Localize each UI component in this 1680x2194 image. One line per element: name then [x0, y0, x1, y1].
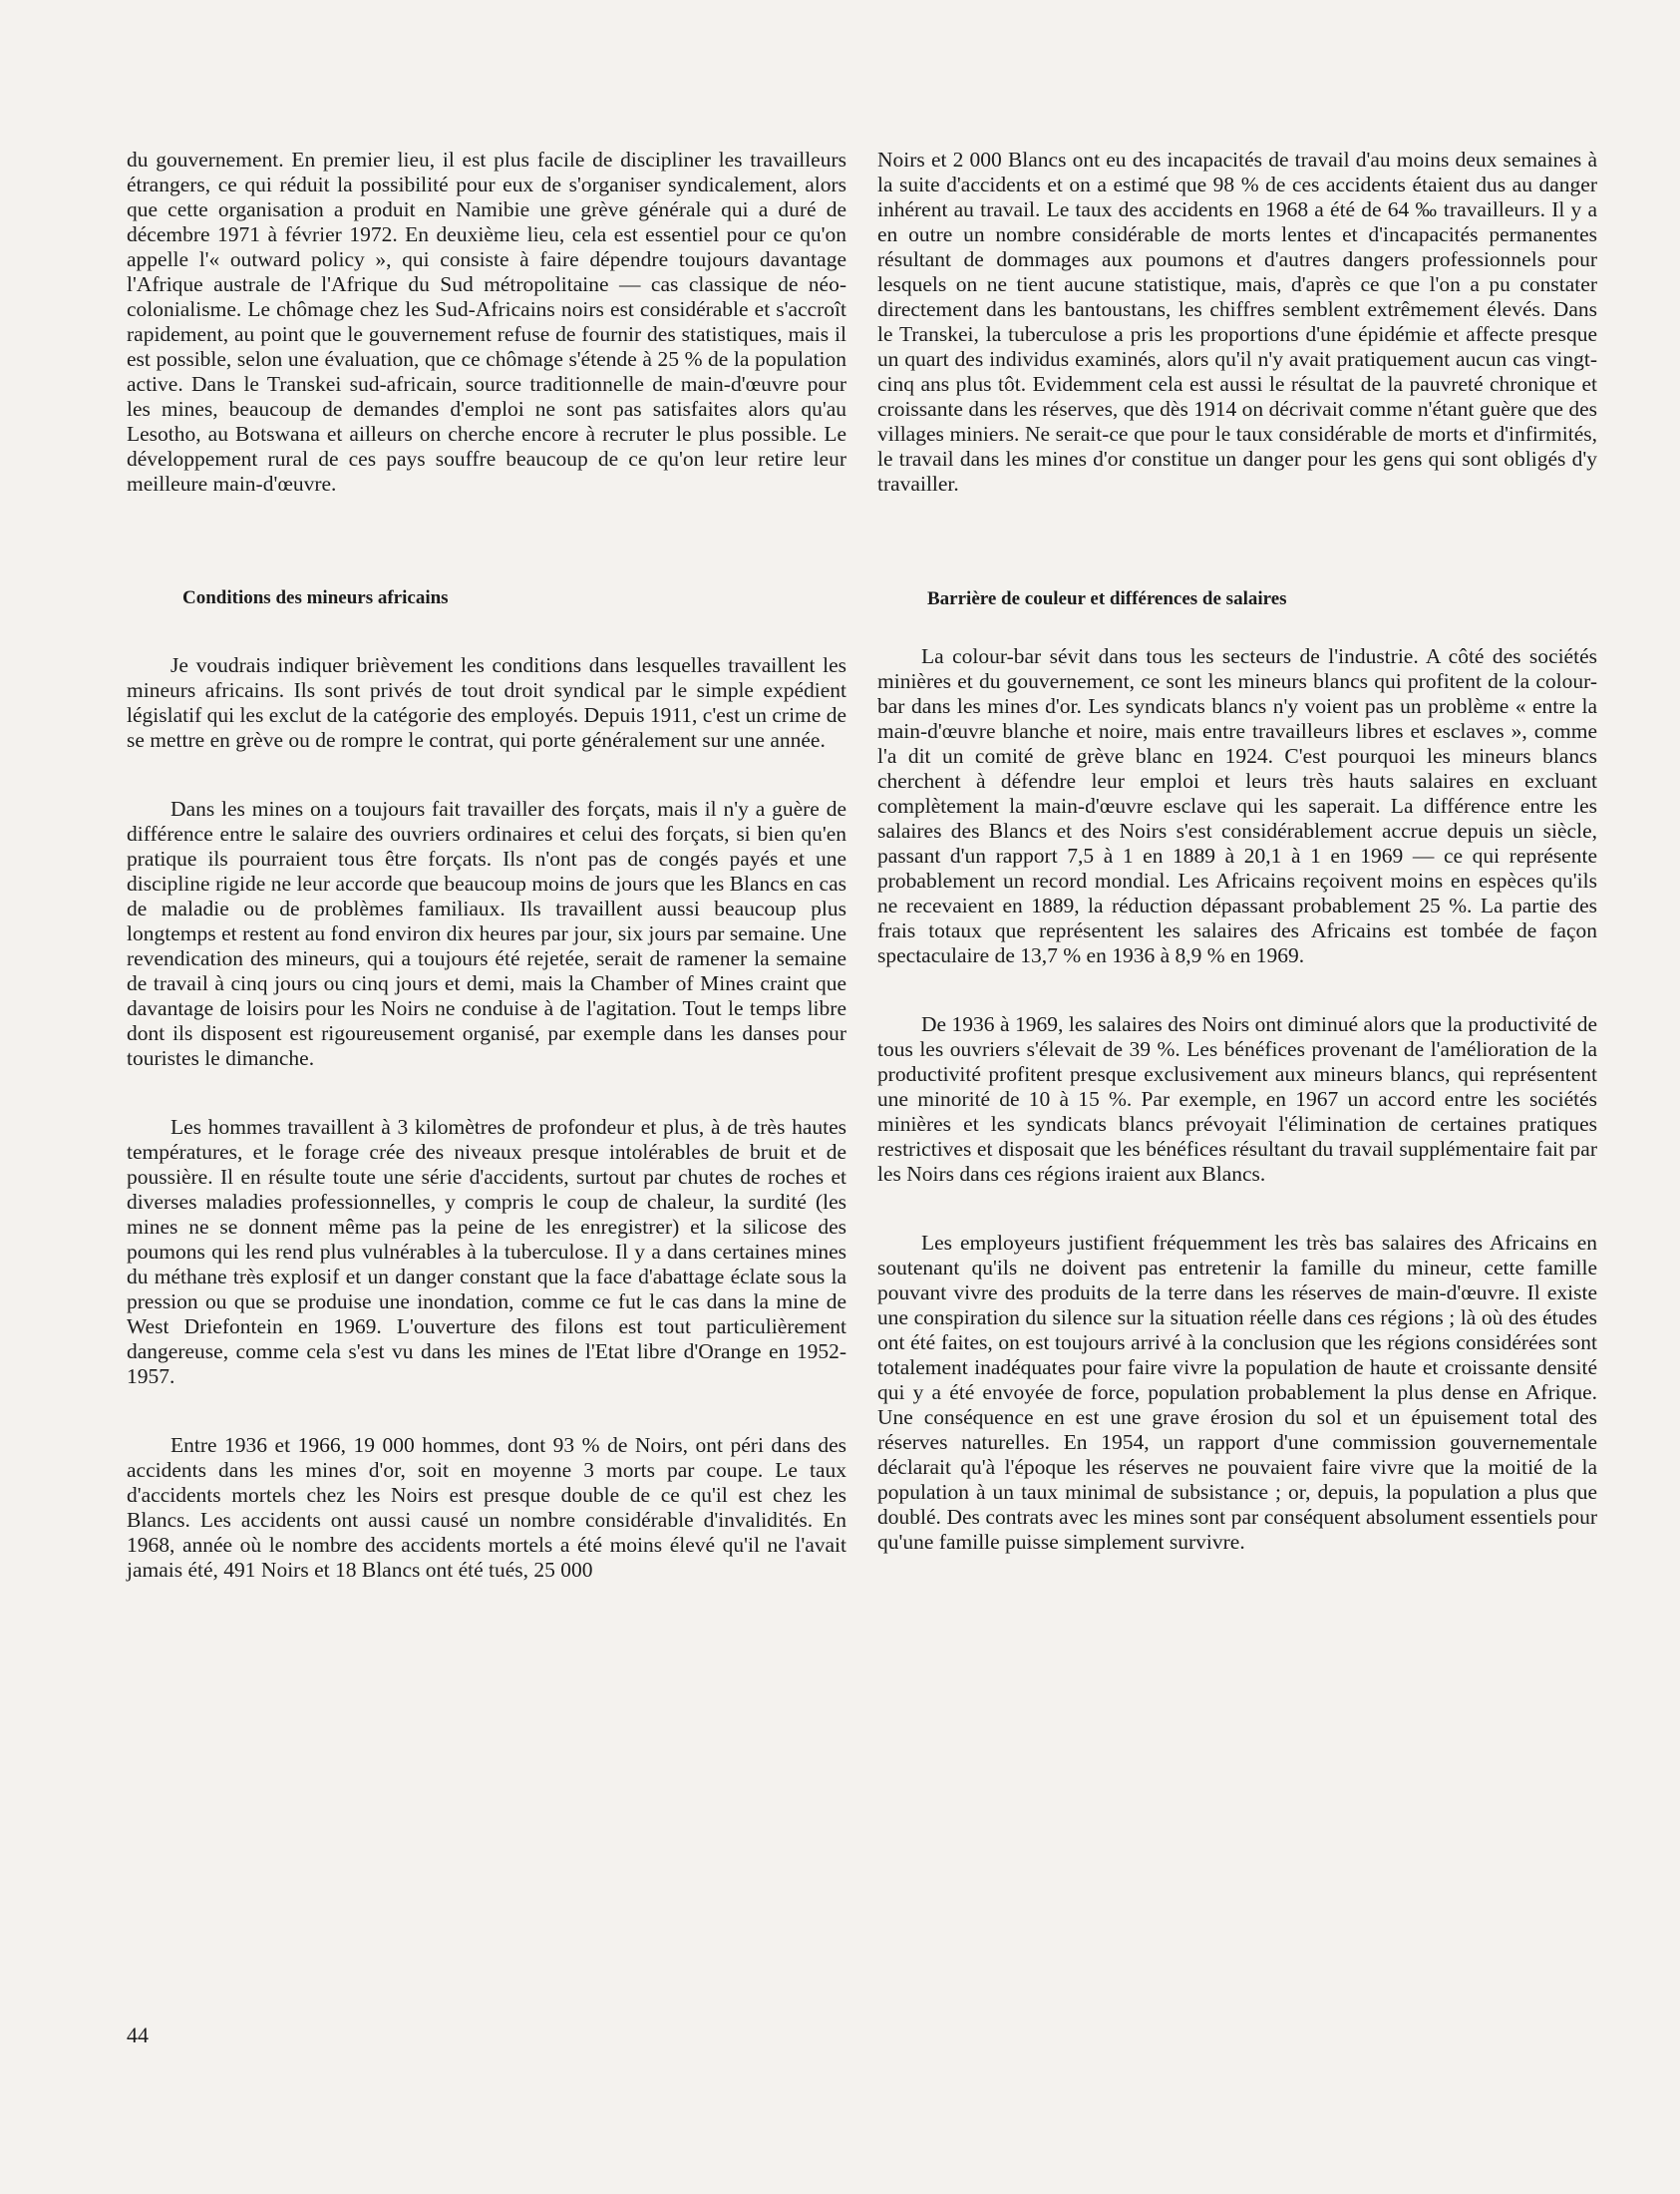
- right-column: [877, 148, 1597, 1555]
- paragraph-accidents: Les hommes travaillent à 3 kilomètres de profondeur et plus, à de très hautes températures, et le forage crée des niveaux presque intolérables de bruit et de poussière. Il en résulte toute une série d'accidents, surtout par chutes de roches et diverses maladies professionnelles, y compris le coup de chaleur, la surdité (les mines ne se donnent même pas la peine de les enregistrer) et la silicose des poumons qui les rend plus vulnérables à la tuberculose. Il y a dans certaines mines du méthane très explosif et un danger constant que la face d'abattage éclate sous la pression ou que se produise une inondation, comme ce fut le cas dans la mine de West Driefontein en 1969. L'ouverture des filons est tout particulièrement dangereuse, comme cela s'est vu dans les mines de l'Etat libre d'Orange en 1952-1957.: [127, 1115, 846, 1388]
- paragraph-gouvernement: du gouvernement. En premier lieu, il est plus facile de discipliner les travailleurs étrangers, ce qui réduit la possibilité pour eux de s'organiser syndicalement, alors que cette organisation a produit en Namibie une grève générale qui a duré de décembre 1971 à février 1972. En deuxième lieu, cela est essentiel pour ce qu'on appelle l'« outward policy », qui consiste à faire dépendre toujours davantage l'Afrique australe de l'Afrique du Sud métropolitaine — cas classique de néo-colonialisme. Le chômage chez les Sud-Africains noirs est considérable et s'accroît rapidement, au point que le gouvernement refuse de fournir des statistiques, mais il est possible, selon une évaluation, que ce chômage s'étende à 25 % de la population active. Dans le Transkei sud-africain, source traditionnelle de main-d'œuvre pour les mines, beaucoup de demandes d'emploi ne sont pas satisfaites alors qu'au Lesotho, au Botswana et ailleurs on cherche encore à recruter le plus possible. Le développement rural de ces pays souffre beaucoup de ce qu'on leur retire leur meilleure main-d'œuvre.: [127, 148, 846, 496]
- paragraph-conditions: Je voudrais indiquer brièvement les conditions dans lesquelles travaillent les mineurs africains. Ils sont privés de tout droit syndical par le simple expédient législatif qui les exclut de la catégorie des employés. Depuis 1911, c'est un crime de se mettre en grève ou de rompre le contrat, qui porte généralement sur une année.: [127, 653, 846, 752]
- page-number: 44: [127, 2022, 149, 2047]
- paragraph-salaires: Les employeurs justifient fréquemment les très bas salaires des Africains en soutenant qu'ils ne doivent pas entretenir la famille du mineur, cette famille pouvant vivre des produits de la terre dans les réserves de main-d'œuvre. Il existe une conspiration du silence sur la situation réelle dans ces régions ; là où des études ont été faites, on est toujours arrivé à la conclusion que les régions considérées sont totalement inadéquates pour faire vivre la population de haute et croissante densité qui y a été envoyée de force, population probablement la plus dense en Afrique. Une conséquence en est une grave érosion du sol et un épuisement total des réserves naturelles. En 1954, un rapport d'une commission gouvernementale déclarait qu'à l'époque les réserves ne pouvaient faire vivre que la moitié de la population à un taux minimal de subsistance ; or, depuis, la population a plus que doublé. Des contrats avec les mines sont par conséquent absolument essentiels pour qu'une famille puisse simplement survivre.: [877, 1231, 1597, 1554]
- section-heading-barriere: Barrière de couleur et différences de salaires: [927, 588, 1287, 609]
- paragraph-forcats: Dans les mines on a toujours fait travailler des forçats, mais il n'y a guère de différence entre le salaire des ouvriers ordinaires et celui des forçats, si bien qu'en pratique ils pourraient tous être forçats. Ils n'ont pas de congés payés et une discipline rigide ne leur accorde que beaucoup moins de jours que les Blancs en cas de maladie ou de problèmes familiaux. Ils travaillent aussi beaucoup plus longtemps et restent au fond environ dix heures par jour, six jours par semaine. Une revendication des mineurs, qui a toujours été rejetée, serait de ramener la semaine de travail à cinq jours ou cinq jours et demi, mais la Chamber of Mines craint que davantage de loisirs pour les Noirs ne conduise à de l'agitation. Tout le temps libre dont ils disposent est rigoureusement organisé, par exemple dans les danses pour touristes le dimanche.: [127, 797, 846, 1070]
- section-heading-conditions: Conditions des mineurs africains: [182, 587, 449, 608]
- paragraph-colour-bar: La colour-bar sévit dans tous les secteurs de l'industrie. A côté des sociétés minières et du gouvernement, ce sont les mineurs blancs qui profitent de la colour-bar dans les mines d'or. Les syndicats blancs n'y voient pas un problème « entre la main-d'œuvre blanche et noire, mais entre travailleurs libres et esclaves », comme l'a dit un comité de grève blanc en 1924. C'est pourquoi les mineurs blancs cherchent à défendre leur emploi et leurs très hauts salaires en excluant complètement la main-d'œuvre esclave qui les saperait. La différence entre les salaires des Blancs et des Noirs s'est considérablement accrue depuis un siècle, passant d'un rapport 7,5 à 1 en 1889 à 20,1 à 1 en 1969 — ce qui représente probablement un record mondial. Les Africains reçoivent moins en espèces qu'ils ne recevaient en 1889, la réduction dépassant probablement 25 %. La partie des frais totaux que représentent les salaires des Africains est tombée de façon spectaculaire de 13,7 % en 1936 à 8,9 % en 1969.: [877, 644, 1597, 967]
- left-column: [127, 148, 846, 1583]
- paragraph-productivite: De 1936 à 1969, les salaires des Noirs ont diminué alors que la productivité de tous les ouvriers s'élevait de 39 %. Les bénéfices provenant de l'amélioration de la productivité profitent presque exclusivement aux mineurs blancs, qui représentent une minorité de 10 à 15 %. Par exemple, en 1967 un accord entre les sociétés minières et les syndicats blancs prévoyait l'élimination de certaines pratiques restrictives et disposait que les bénéfices résultant du travail supplémentaire fait par les Noirs dans ces régions iraient aux Blancs.: [877, 1012, 1597, 1186]
- paragraph-mortalite: Entre 1936 et 1966, 19 000 hommes, dont 93 % de Noirs, ont péri dans des accidents dans les mines d'or, soit en moyenne 3 morts par coupe. Le taux d'accidents mortels chez les Noirs est presque double de ce qu'il est chez les Blancs. Les accidents ont aussi causé un nombre considérable d'invalidités. En 1968, année où le nombre des accidents mortels a été moins élevé qu'il ne l'avait jamais été, 491 Noirs et 18 Blancs ont été tués, 25 000: [127, 1433, 846, 1582]
- paragraph-incapacites: Noirs et 2 000 Blancs ont eu des incapacités de travail d'au moins deux semaines à la suite d'accidents et on a estimé que 98 % de ces accidents étaient dus au danger inhérent au travail. Le taux des accidents en 1968 a été de 64 ‰ travailleurs. Il y a en outre un nombre considérable de morts lentes et d'incapacités permanentes résultant de dommages aux poumons et d'autres dangers professionnels pour lesquels on ne tient aucune statistique, mais, d'après ce que l'on a pu constater directement dans les bantoustans, les chiffres semblent extrêmement élevés. Dans le Transkei, la tuberculose a pris les proportions d'une épidémie et affecte presque un quart des individus examinés, alors qu'il n'y avait pratiquement aucun cas vingt-cinq ans plus tôt. Evidemment cela est aussi le résultat de la pauvreté chronique et croissante dans les réserves, que dès 1914 on décrivait comme n'étant guère que des villages miniers. Ne serait-ce que pour le taux considérable de morts et d'infirmités, le travail dans les mines d'or constitue un danger pour les gens qui sont obligés d'y travailler.: [877, 148, 1597, 496]
